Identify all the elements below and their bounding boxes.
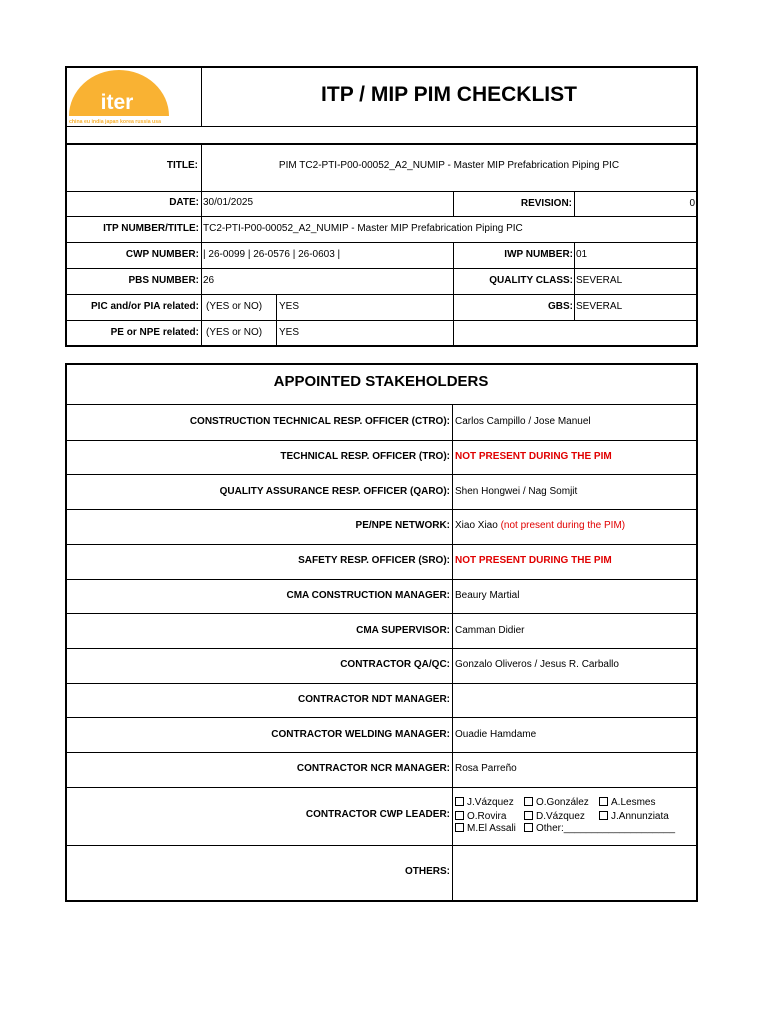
others-label: OTHERS: bbox=[405, 866, 450, 877]
stakeholder-label: SAFETY RESP. OFFICER (SRO): bbox=[298, 555, 450, 566]
pbs-number-label: PBS NUMBER: bbox=[128, 275, 199, 286]
stakeholder-value bbox=[455, 763, 517, 775]
stakeholder-value bbox=[455, 416, 591, 428]
revision-label: REVISION: bbox=[520, 198, 572, 209]
itp-label: ITP NUMBER/TITLE: bbox=[103, 223, 199, 234]
cwp-leader-name: D.Vázquez bbox=[536, 811, 585, 822]
stakeholder-value bbox=[455, 729, 536, 741]
gbs-label: GBS: bbox=[548, 301, 573, 312]
stakeholder-value-text: Rosa Parreño bbox=[455, 763, 517, 774]
pic-pia-value: YES bbox=[279, 301, 300, 312]
stakeholder-label: PE/NPE NETWORK: bbox=[355, 520, 450, 531]
stakeholder-label: QUALITY ASSURANCE RESP. OFFICER (QARO): bbox=[219, 486, 450, 497]
stakeholder-value-text: NOT PRESENT DURING THE PIM bbox=[455, 451, 612, 462]
cwp-number-label: CWP NUMBER: bbox=[125, 249, 199, 260]
stakeholder-value-text: Xiao Xiao bbox=[455, 520, 498, 531]
stakeholder-value-text: Ouadie Hamdame bbox=[455, 729, 537, 740]
cwp-leader-option[interactable] bbox=[524, 811, 585, 823]
stakeholder-value-text: Carlos Campillo / Jose Manuel bbox=[455, 416, 591, 427]
checkbox-icon[interactable] bbox=[524, 811, 533, 820]
stakeholder-value bbox=[455, 451, 612, 463]
cwp-leader-option[interactable] bbox=[455, 823, 516, 835]
iwp-number-value: 01 bbox=[576, 249, 588, 260]
stakeholder-note: (not present during the PIM) bbox=[500, 520, 626, 531]
gbs-value: SEVERAL bbox=[576, 301, 623, 312]
stakeholder-value-text: Camman Didier bbox=[455, 625, 525, 636]
stakeholder-label: CMA CONSTRUCTION MANAGER: bbox=[286, 590, 450, 601]
checkbox-icon[interactable] bbox=[455, 823, 464, 832]
iwp-number-label: IWP NUMBER: bbox=[504, 249, 573, 260]
stakeholder-value bbox=[455, 520, 625, 532]
pic-pia-choice: (YES or NO) bbox=[206, 301, 263, 312]
pbs-number-value: 26 bbox=[203, 275, 215, 286]
page-title: ITP / MIP PIM CHECKLIST bbox=[321, 83, 577, 106]
itp-value: TC2-PTI-P00-00052_A2_NUMIP - Master MIP Prefabrication Piping PIC bbox=[203, 223, 523, 234]
stakeholder-value-text: Shen Hongwei / Nag Somjit bbox=[455, 486, 578, 497]
cwp-leader-name: M.El Assali bbox=[467, 823, 516, 834]
stakeholders-title: APPOINTED STAKEHOLDERS bbox=[273, 373, 489, 390]
stakeholder-label: CONTRACTOR NDT MANAGER: bbox=[297, 694, 450, 705]
stakeholder-value bbox=[455, 659, 619, 671]
pe-npe-label: PE or NPE related: bbox=[110, 327, 199, 338]
date-label: DATE: bbox=[169, 197, 199, 208]
cwp-leader-option[interactable] bbox=[599, 797, 655, 809]
checkbox-icon[interactable] bbox=[455, 811, 464, 820]
stakeholder-value-text: NOT PRESENT DURING THE PIM bbox=[455, 555, 612, 566]
stakeholder-label: TECHNICAL RESP. OFFICER (TRO): bbox=[280, 451, 450, 462]
stakeholder-value-text: Beaury Martial bbox=[455, 590, 520, 601]
checkbox-icon[interactable] bbox=[599, 811, 608, 820]
logo-word: iter bbox=[100, 91, 134, 114]
stakeholder-label: CONTRACTOR WELDING MANAGER: bbox=[271, 729, 450, 740]
stakeholder-label: CONTRACTOR NCR MANAGER: bbox=[296, 763, 450, 774]
cwp-leader-name: Other:____________________ bbox=[536, 823, 676, 834]
stakeholder-label: CONTRACTOR QA/QC: bbox=[340, 659, 450, 670]
quality-class-value: SEVERAL bbox=[576, 275, 623, 286]
iter-logo bbox=[67, 68, 201, 126]
pic-pia-label: PIC and/or PIA related: bbox=[91, 301, 199, 312]
cwp-number-value: | 26-0099 | 26-0576 | 26-0603 | bbox=[203, 249, 341, 260]
cwp-leader-name: J.Vázquez bbox=[467, 797, 514, 808]
stakeholder-value bbox=[455, 590, 519, 602]
cwp-leader-name: J.Annunziata bbox=[611, 811, 669, 822]
cwp-leader-name: O.González bbox=[536, 797, 589, 808]
title-value: PIM TC2-PTI-P00-00052_A2_NUMIP - Master MIP Prefabrication Piping PIC bbox=[278, 160, 620, 171]
checkbox-icon[interactable] bbox=[455, 797, 464, 806]
stakeholder-label: CONSTRUCTION TECHNICAL RESP. OFFICER (CTRO): bbox=[189, 416, 450, 427]
stakeholder-value-text: Gonzalo Oliveros / Jesus R. Carballo bbox=[455, 659, 619, 670]
stakeholder-value bbox=[455, 625, 524, 637]
checkbox-icon[interactable] bbox=[524, 797, 533, 806]
stakeholder-label: CMA SUPERVISOR: bbox=[356, 625, 450, 636]
revision-value: 0 bbox=[689, 198, 695, 209]
cwp-leader-label: CONTRACTOR CWP LEADER: bbox=[305, 809, 450, 820]
pe-npe-choice: (YES or NO) bbox=[206, 327, 263, 338]
cwp-leader-option[interactable] bbox=[524, 823, 675, 835]
checkbox-icon[interactable] bbox=[599, 797, 608, 806]
stakeholder-value bbox=[455, 555, 612, 567]
quality-class-label: QUALITY CLASS: bbox=[489, 275, 573, 286]
cwp-leader-option[interactable] bbox=[455, 811, 506, 823]
title-label: TITLE: bbox=[166, 160, 198, 171]
cwp-leader-option[interactable] bbox=[599, 811, 669, 823]
checkbox-icon[interactable] bbox=[524, 823, 533, 832]
stakeholder-value bbox=[455, 486, 577, 498]
cwp-leader-option[interactable] bbox=[524, 797, 589, 809]
cwp-leader-option[interactable] bbox=[455, 797, 514, 809]
pe-npe-value: YES bbox=[279, 327, 300, 338]
cwp-leader-name: A.Lesmes bbox=[611, 797, 656, 808]
logo-tagline: china eu india japan korea russia usa bbox=[69, 119, 161, 125]
cwp-leader-name: O.Rovira bbox=[467, 811, 507, 822]
date-value: 30/01/2025 bbox=[203, 197, 254, 208]
